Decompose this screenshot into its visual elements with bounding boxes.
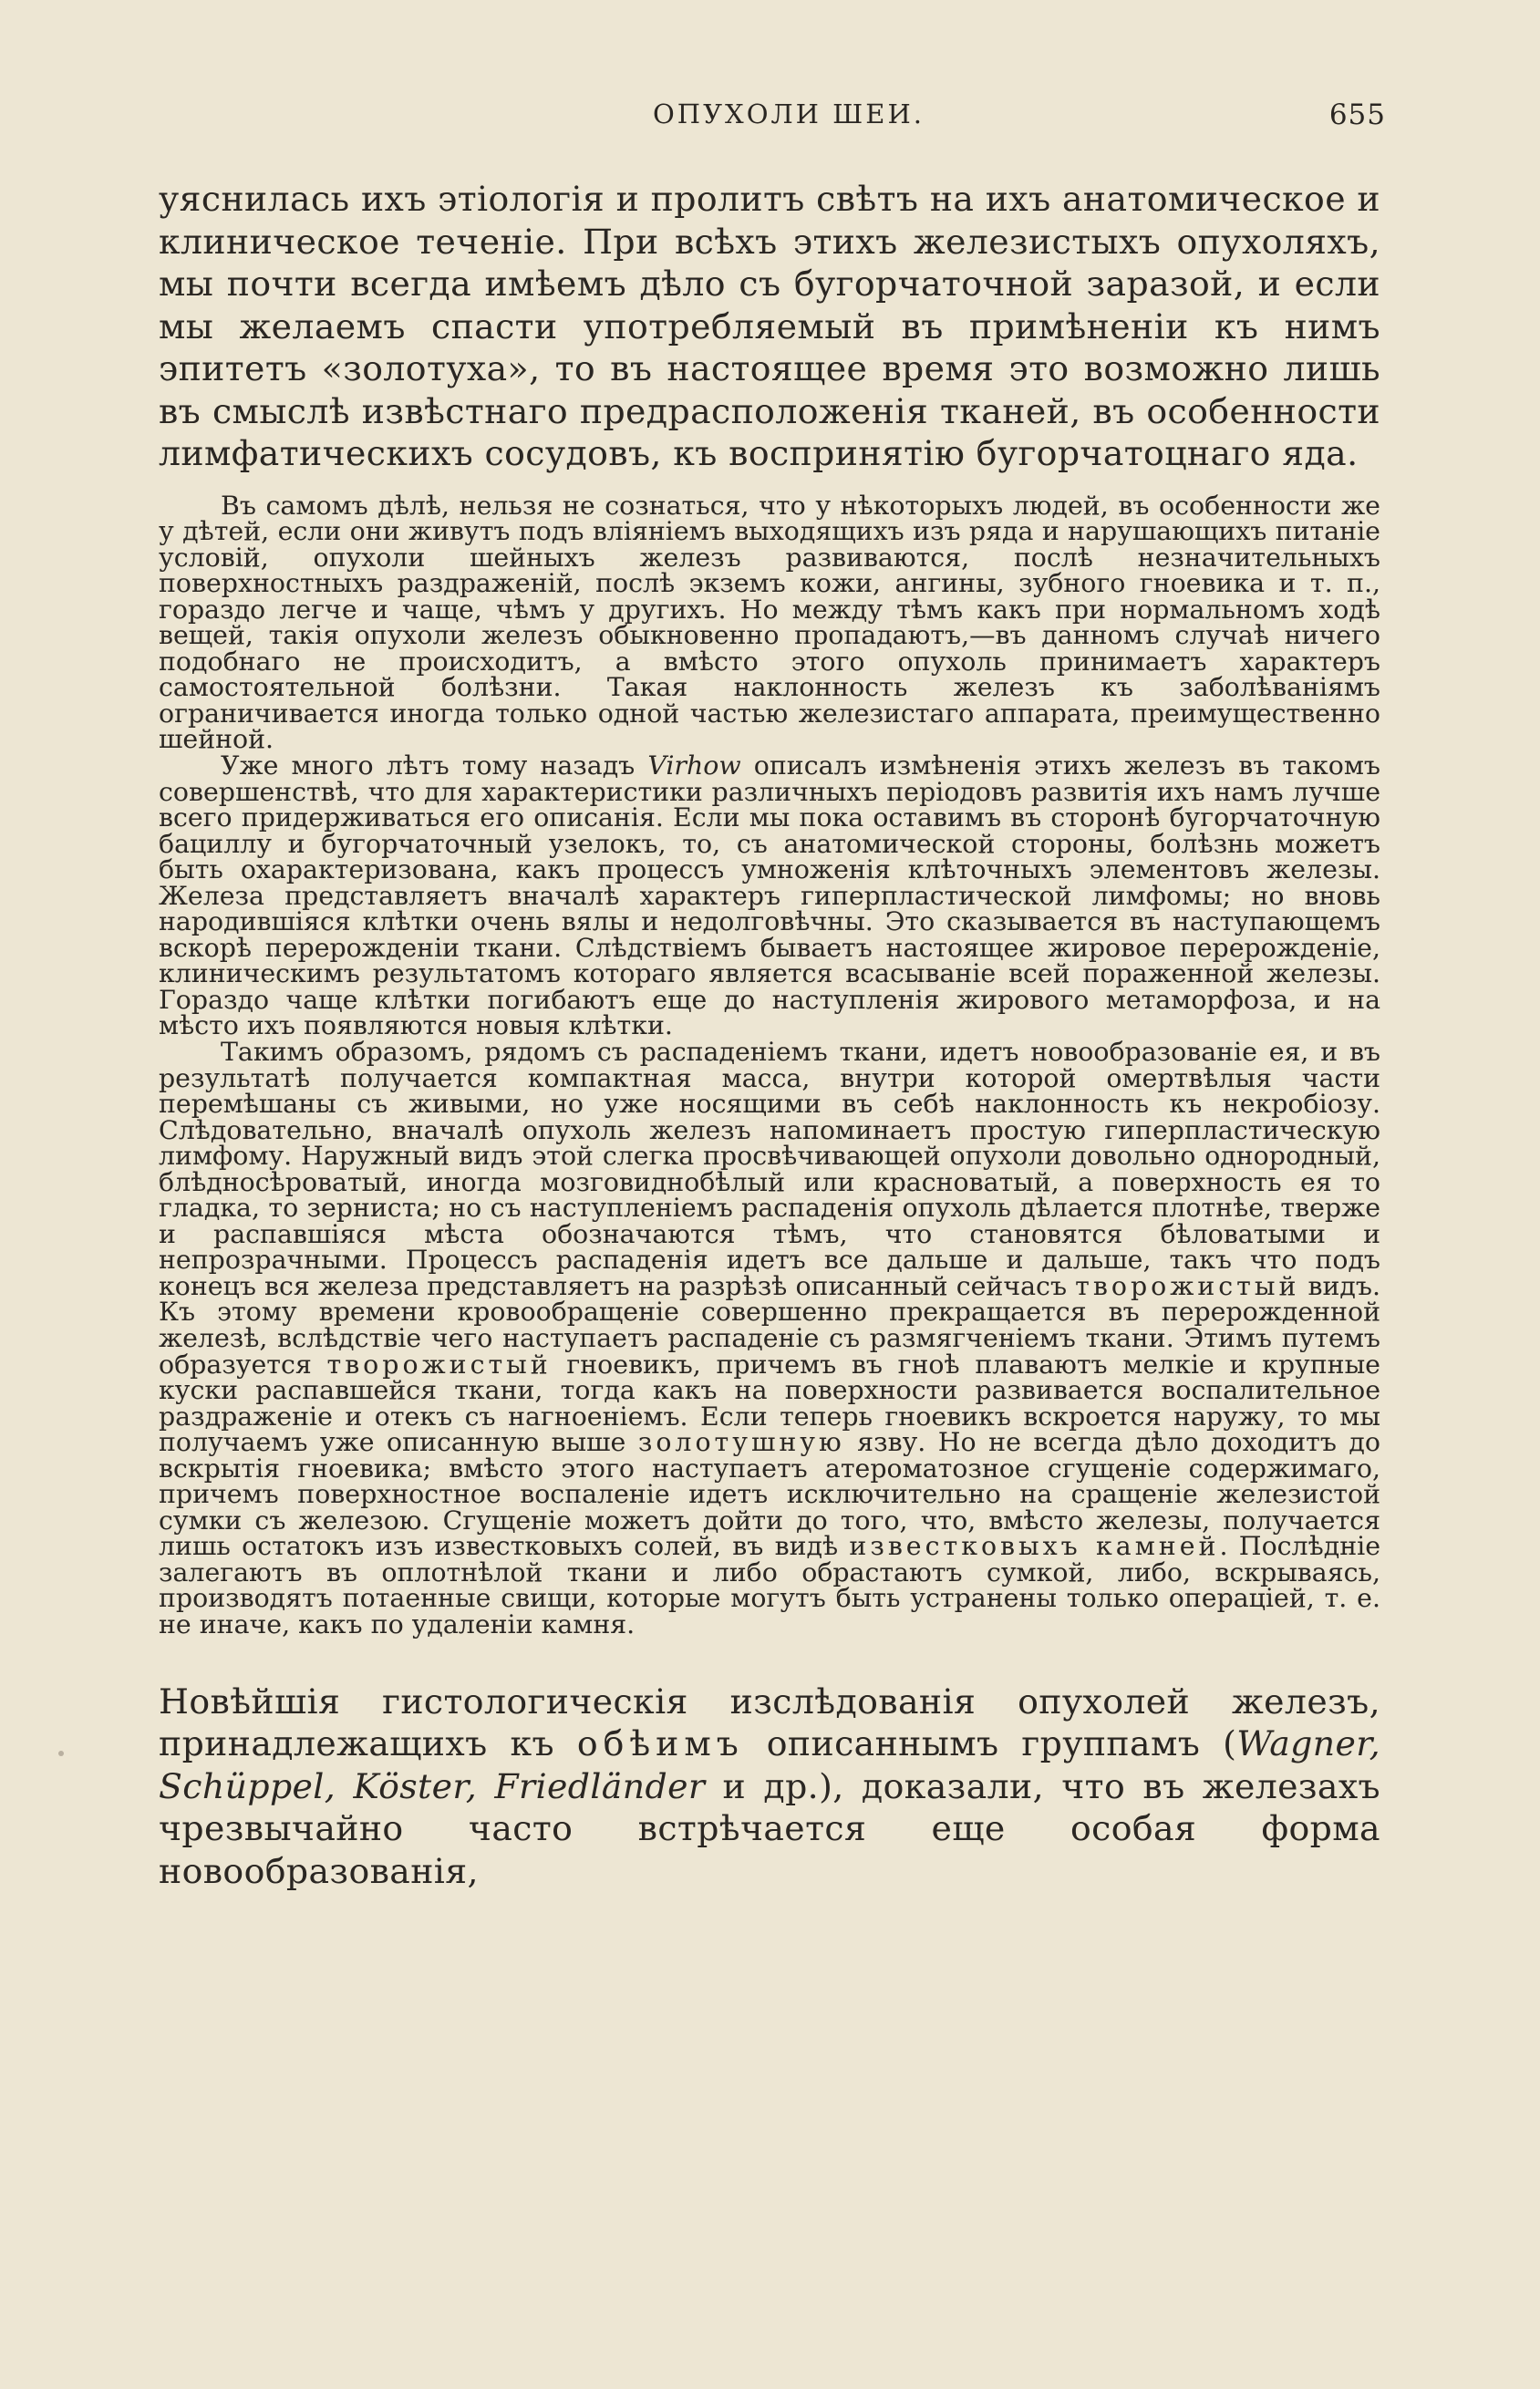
intro-paragraph: уяснилась ихъ этіологія и пролитъ свѣтъ на ихъ анатомическое и клиническое теченіе. При всѣхъ этихъ железистыхъ опухоляхъ, мы почти всегда имѣемъ дѣло съ бугорчаточной заразой, и если мы желаемъ спасти употребляемый въ примѣненіи къ нимъ эпитетъ «золотуха», то въ настоящее время это возможно лишь въ смыслѣ извѣстнаго предрасположенія тканей, въ особенности лимфатическихъ сосудовъ, къ воспринятію бугорчатоцнаго яда. bbox=[159, 179, 1380, 473]
running-head: ОПУХОЛИ ШЕИ. bbox=[653, 98, 925, 129]
text-segment: Новѣйшія гистологическія изслѣдованія опухолей железъ, принадлежащихъ къ bbox=[159, 1681, 1380, 1764]
page-body bbox=[159, 178, 1380, 1892]
text-segment: . Послѣдніе залегаютъ въ оплотнѣлой ткани и либо обрастаютъ сумкой, либо, вскрываясь, производятъ потаенные свищи, которые могутъ быть устранены только операціей, т. е. не иначе, какъ по удаленіи камня. bbox=[159, 1531, 1380, 1640]
spaced-term: творожистый bbox=[1075, 1270, 1300, 1301]
spaced-term: известковыхъ камней bbox=[849, 1531, 1220, 1562]
small-paragraph-1: Въ самомъ дѣлѣ, нельзя не сознаться, что у нѣкоторыхъ людей, въ особенности же у дѣтей, если они живутъ подъ вліяніемъ выходящихъ изъ ряда и нарушающихъ питаніе условій, опухоли шейныхъ железъ развиваются, послѣ незначительныхъ поверхностныхъ раздраженій, послѣ экземъ кожи, ангины, зубного гноевика и т. п., гораздо легче и чаще, чѣмъ у другихъ. Но между тѣмъ какъ при нормальномъ ходѣ вещей, такія опухоли железъ обыкновенно пропадаютъ,—въ данномъ случаѣ ничего подобнаго не происходитъ, а вмѣсто этого опухоль принимаетъ характеръ самостоятельной болѣзни. Такая наклонность железъ къ заболѣваніямъ ограничивается иногда только одной частью железистаго аппарата, преимущественно шейной. bbox=[159, 490, 1380, 755]
text-segment: описалъ измѣненія этихъ железъ въ такомъ совершенствѣ, что для характеристики различныхъ періодовъ развитія ихъ намъ лучше всего придерживаться его описанія. Если мы пока оставимъ въ сторонѣ бугорчаточную бациллу и бугорчаточный узелокъ, то, съ анатомической стороны, болѣзнь можетъ быть охарактеризована, какъ процессъ умноженія клѣточныхъ элементовъ железы. Железа представляетъ вначалѣ характеръ гиперпластической лимфомы; но вновь народившіяся клѣтки очень вялы и недолговѣчны. Это сказывается въ наступающемъ вскорѣ перерожденіи ткани. Слѣдствіемъ бываетъ настоящее жировое перерожденіе, клиническимъ результатомъ котораго является всасываніе всей пораженной железы. Гораздо чаще клѣтки погибаютъ еще до наступленія жирового метаморфоза, и на мѣсто ихъ появляются новыя клѣтки. bbox=[159, 750, 1380, 1041]
text-segment: и др.), доказали, что въ железахъ чрезвычайно часто встрѣчается еще особая форма новообразованія, bbox=[159, 1765, 1380, 1891]
text-segment: Такимъ образомъ, рядомъ съ распаденіемъ ткани, идетъ новообразованіе ея, и въ результатѣ получается компактная масса, внутри которой омертвѣлыя части перемѣшаны съ живыми, но уже носящими въ себѣ наклонность къ некробіозу. Слѣдовательно, вначалѣ опухоль железъ напоминаетъ простую гиперпластическую лимфому. Наружный видъ этой слегка просвѣчивающей опухоли довольно однородный, блѣдносѣроватый, иногда мозговиднобѣлый или красноватый, а поверхность ея то гладка, то зерниста; но съ наступленіемъ распаденія опухоль дѣлается плотнѣе, тверже и распавшіяся мѣста обозначаются тѣмъ, что становятся бѣловатыми и непрозрачными. Процессъ распаденія идетъ все дальше и дальше, такъ что подъ конецъ вся железа представляетъ на разрѣзѣ описанный сейчасъ bbox=[159, 1036, 1380, 1301]
small-paragraph-3 bbox=[159, 1036, 1380, 1640]
spaced-term: золотушную bbox=[637, 1427, 845, 1458]
page-number: 655 bbox=[1328, 98, 1386, 131]
author-name: Virhow bbox=[647, 750, 741, 781]
small-paragraph-2 bbox=[159, 750, 1380, 1041]
page-header bbox=[191, 98, 1386, 144]
text-segment: видъ. Къ этому времени кровообращеніе совершенно прекращается въ перерожденной железѣ, вслѣдствіе чего наступаетъ распаденіе съ размягченіемъ ткани. Этимъ путемъ образуется bbox=[159, 1270, 1380, 1380]
author-names: Wagner, Schüppel, Köster, Friedländer bbox=[159, 1723, 1380, 1806]
text-segment: гноевикъ, причемъ въ гноѣ плаваютъ мелкіе и крупные куски распавшейся ткани, тогда какъ на поверхности развивается воспалительное раздраженіе и отекъ съ нагноеніемъ. Если теперь гноевикъ вскроется наружу, то мы получаемъ уже описанную выше bbox=[159, 1349, 1380, 1458]
spaced-term: обѣимъ bbox=[576, 1723, 744, 1764]
text-segment: описаннымъ группамъ ( bbox=[743, 1723, 1237, 1764]
text-segment: Уже много лѣтъ тому назадъ bbox=[221, 750, 648, 781]
closing-paragraph bbox=[159, 1681, 1380, 1893]
spaced-term: творожистый bbox=[326, 1349, 552, 1380]
text-segment: язву. Но не всегда дѣло доходитъ до вскрытія гноевика; вмѣсто этого наступаетъ атероматозное сгущеніе содержимаго, причемъ поверхностное воспаленіе идетъ исключительно на сращеніе железистой сумки съ железою. Сгущеніе можетъ дойти до того, что, вмѣсто железы, получается лишь остатокъ изъ известковыхъ солей, въ видѣ bbox=[159, 1427, 1380, 1562]
paper-speck bbox=[58, 1751, 64, 1756]
